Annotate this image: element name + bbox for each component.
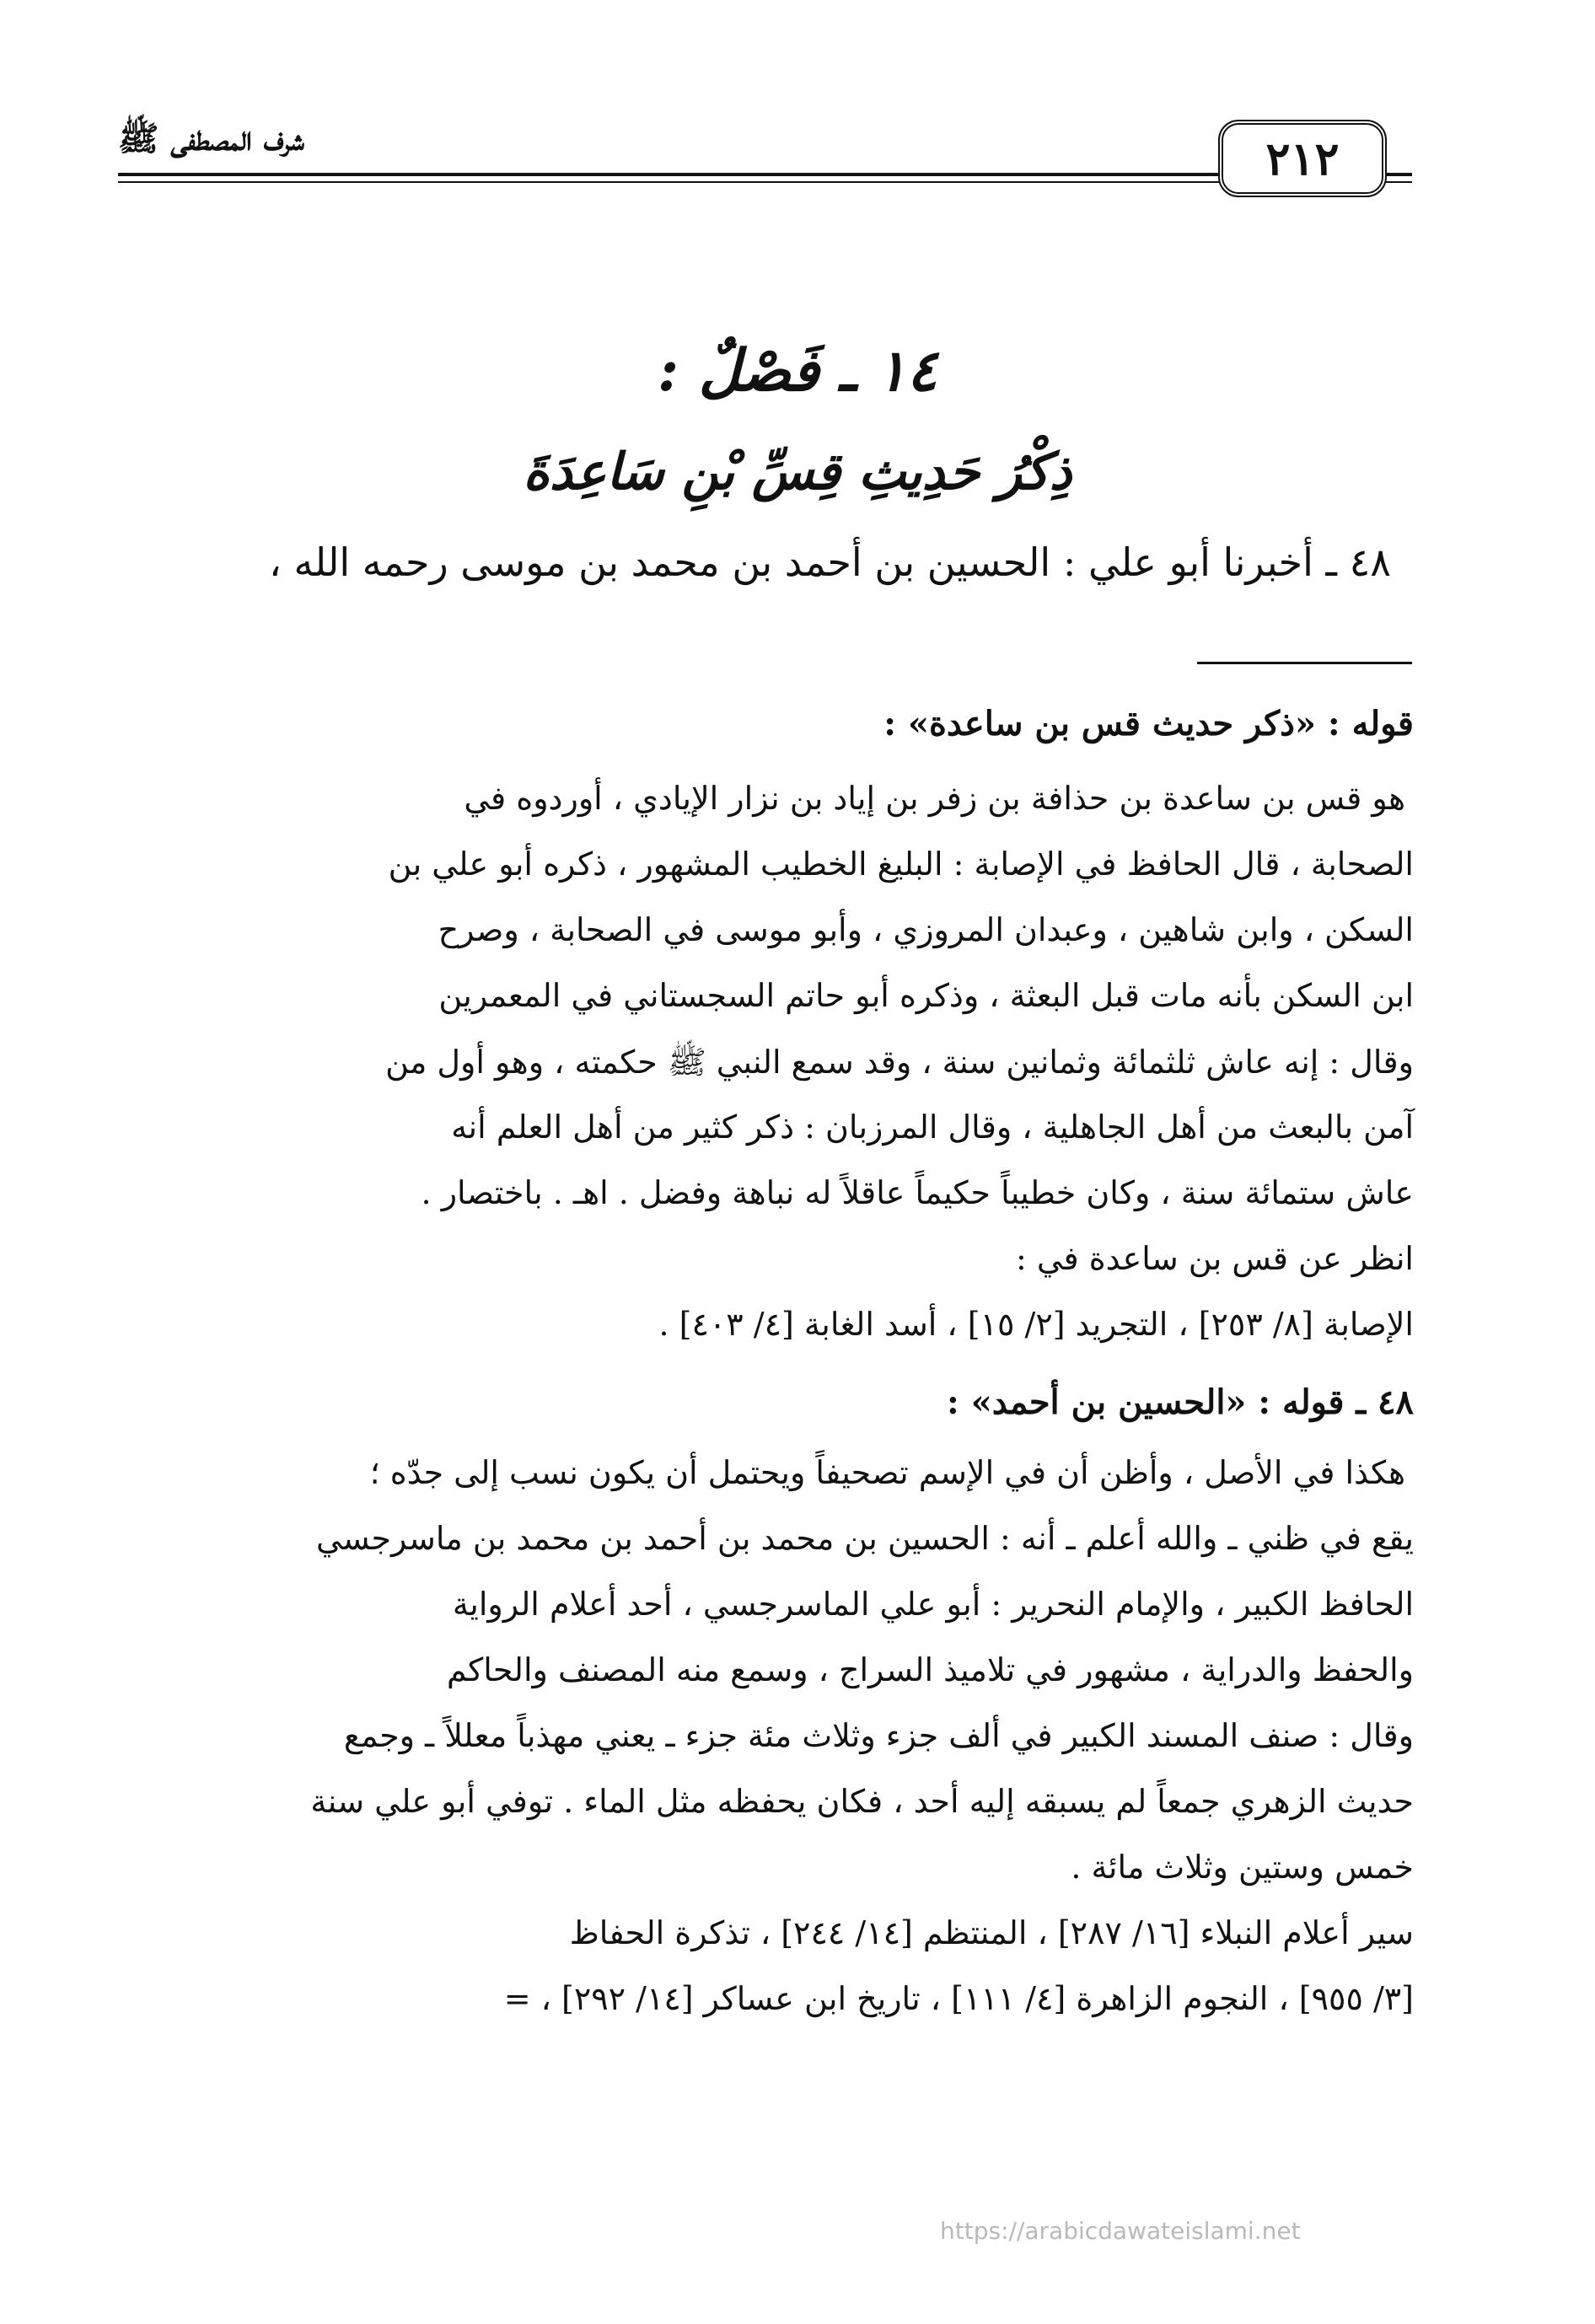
footnote-heading-1: قوله : «ذكر حديث قس بن ساعدة» : bbox=[883, 704, 1414, 743]
footnote-line: عاش ستمائة سنة ، وكان خطيباً حكيماً عاقلاً له نباهة وفضل . اهـ . باختصار . bbox=[421, 1174, 1414, 1211]
watermark-url: https://arabicdawateislami.net bbox=[940, 2217, 1301, 2245]
footnote-line: هكذا في الأصل ، وأظن أن في الإسم تصحيفاً ويحتمل أن يكون نسب إلى جدّه ؛ bbox=[369, 1454, 1405, 1491]
footnote-line: ابن السكن بأنه مات قبل البعثة ، وذكره أبو حاتم السجستاني في المعمرين bbox=[438, 977, 1414, 1014]
footnote-line: الإصابة [٨/ ٢٥٣] ، التجريد [٢/ ١٥] ، أسد الغابة [٤/ ٤٠٣] . bbox=[658, 1306, 1414, 1343]
section-title: ١٤ ـ فَصْلٌ : bbox=[657, 337, 938, 405]
footnote-line: وقال : صنف المسند الكبير في ألف جزء وثلاث مئة جزء ـ يعني مهذباً معللاً ـ وجمع bbox=[343, 1717, 1414, 1754]
footnote-line: وقال : إنه عاش ثلثمائة وثمانين سنة ، وقد سمع النبي ﷺ حكمته ، وهو أول من bbox=[385, 1044, 1414, 1081]
footnote-line: خمس وستين وثلاث مائة . bbox=[1071, 1849, 1414, 1886]
footnote-line: هو قس بن ساعدة بن حذافة بن زفر بن إياد بن نزار الإيادي ، أوردوه في bbox=[464, 780, 1405, 817]
footnote-line: السكن ، وابن شاهين ، وعبدان المروزي ، وأبو موسى في الصحابة ، وصرح bbox=[438, 911, 1414, 948]
footnote-line: والحفظ والدراية ، مشهور في تلاميذ السراج ، وسمع منه المصنف والحاكم bbox=[446, 1651, 1414, 1688]
footnote-line: آمن بالبعث من أهل الجاهلية ، وقال المرزبان : ذكر كثير من أهل العلم أنه bbox=[451, 1108, 1414, 1146]
footnote-line: [٣/ ٩٥٥] ، النجوم الزاهرة [٤/ ١١١] ، تاريخ ابن عساكر [١٤/ ٢٩٢] ، = bbox=[503, 1980, 1414, 2017]
footnote-line: انظر عن قس بن ساعدة في : bbox=[1015, 1240, 1414, 1277]
footnote-line: حديث الزهري جمعاً لم يسبقه إليه أحد ، فكان يحفظه مثل الماء . توفي أبو علي سنة bbox=[310, 1783, 1414, 1820]
footnote-separator bbox=[1197, 662, 1412, 664]
footnote-line: سير أعلام النبلاء [١٦/ ٢٨٧] ، المنتظم [١٤/ ٢٤٤] ، تذكرة الحفاظ bbox=[569, 1914, 1414, 1951]
page-number: ٢١٢ bbox=[1218, 120, 1387, 197]
footnote-line: الحافظ الكبير ، والإمام النحرير : أبو علي الماسرجسي ، أحد أعلام الرواية bbox=[452, 1586, 1414, 1623]
footnote-heading-2: ٤٨ ـ قوله : «الحسين بن أحمد» : bbox=[947, 1382, 1414, 1422]
section-subtitle: ذِكْرُ حَدِيثِ قِسِّ بْنِ سَاعِدَةَ bbox=[523, 443, 1072, 502]
running-title: شرف المصطفى ﷺ bbox=[118, 119, 304, 158]
footnote-line: يقع في ظني ـ والله أعلم ـ أنه : الحسين بن محمد بن أحمد بن محمد بن ماسرجسي bbox=[315, 1520, 1414, 1557]
main-text-line: ٤٨ ـ أخبرنا أبو علي : الحسين بن أحمد بن محمد بن موسى رحمه الله ، bbox=[268, 539, 1391, 585]
footnote-line: الصحابة ، قال الحافظ في الإصابة : البليغ الخطيب المشهور ، ذكره أبو علي بن bbox=[388, 845, 1414, 883]
